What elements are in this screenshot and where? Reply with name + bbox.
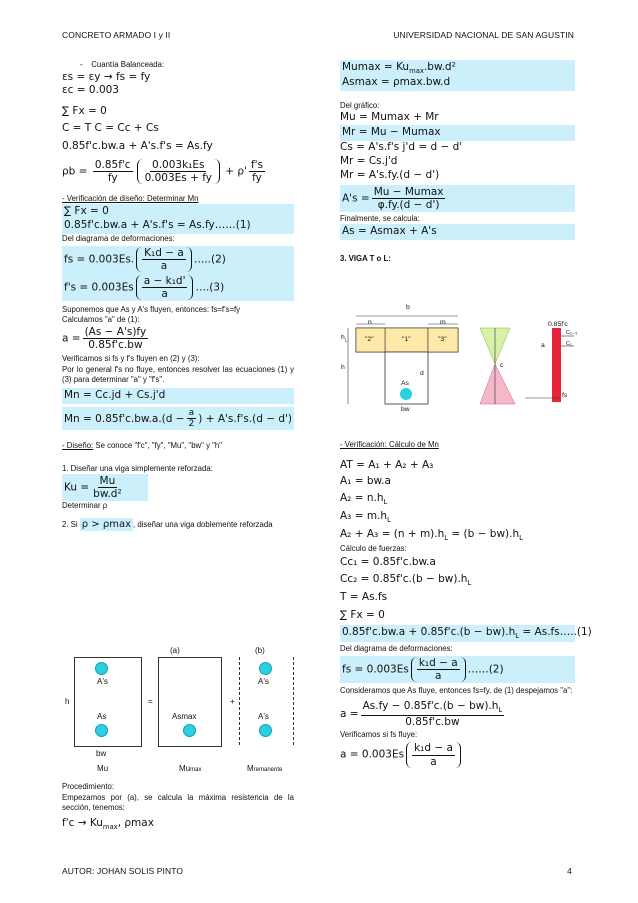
- determinar-text: Determinar ρ: [62, 501, 108, 511]
- lbl-fc: 0.85f'c: [548, 321, 568, 328]
- fs2-tag: ……(2): [467, 663, 504, 676]
- a2-num-sub: L: [498, 706, 503, 715]
- mn-block: [62, 388, 294, 404]
- a2-main: A₂ = n.h: [340, 492, 384, 505]
- v-eq-equilibrium: 0.85f'c.bw.a + A's.f's = As.fy……(1): [64, 219, 251, 232]
- a-num: (As − A's)fy: [84, 325, 147, 338]
- a-frac: [83, 326, 149, 351]
- label-mrem-sub: remanente: [253, 767, 283, 773]
- fs-num: K₁d − a: [144, 246, 184, 259]
- fs3-lhs: a = 0.003Es: [340, 749, 405, 762]
- eq-c-t: C = T C = Cc + Cs: [62, 122, 159, 135]
- sum-b: = As.fs…..(1): [519, 625, 592, 638]
- fs3-paren: [406, 742, 461, 767]
- eq-mn2: [64, 408, 292, 430]
- ku-lhs: Ku =: [64, 481, 90, 494]
- lbl-fs: fs: [562, 392, 568, 399]
- header-right: UNIVERSIDAD NACIONAL DE SAN AGUSTIN: [393, 30, 574, 40]
- eq-sum: [342, 625, 592, 641]
- rhob-f3-num: f's: [250, 158, 264, 171]
- aps3-bar-icon: [259, 724, 272, 737]
- footer-author: AUTOR: JOHAN SOLIS PINTO: [62, 866, 184, 876]
- lbl-d: d: [420, 370, 424, 377]
- cc2-main: Cc₂ = 0.85f'c.(b − bw).h: [340, 572, 468, 585]
- fs2-paren: [411, 657, 466, 682]
- diag-def2-label: Del diagrama de deformaciones:: [340, 643, 453, 653]
- rhob-paren: [137, 159, 220, 184]
- rhob-f2-num: 0.003k₁Es: [152, 158, 205, 171]
- label-mumax-main: Mu: [179, 764, 191, 773]
- a2-den: 0.85f'c.bw: [405, 715, 460, 728]
- step2-condition: ρ > ρmax: [81, 518, 131, 530]
- mn2-frac-num: a: [188, 407, 195, 418]
- fs-den: a: [160, 259, 168, 272]
- label-mumax-sub: max: [190, 767, 202, 773]
- eq-a23: [340, 528, 575, 543]
- por-lo-general-text: Por lo general f's no fluye, entonces resolver las ecuaciones (1) y (3) para determinar "a" y "f's".: [62, 364, 294, 385]
- verificacion-title: - Verificación de diseño: Determinar Mn: [62, 193, 199, 203]
- fs2-lhs: fs = 0.003Es: [342, 663, 409, 676]
- fs3-frac: [412, 742, 455, 767]
- fs-lhs: fs = 0.003Es.: [64, 253, 135, 266]
- fc-eq-sub: max: [102, 822, 118, 831]
- eq-t: T = As.fs: [340, 590, 388, 603]
- a2-sub: L: [383, 498, 388, 507]
- eq-as: As = Asmax + A's: [342, 225, 437, 238]
- label-mumax: [179, 764, 201, 773]
- cuantia-line: [80, 60, 294, 71]
- lbl-b: b: [406, 304, 410, 311]
- lbl-z2: "2": [365, 336, 374, 343]
- eq-ku: [64, 475, 146, 500]
- bottom-bar-icon: [95, 724, 108, 737]
- a2-num-main: As.fy − 0.85f'c.(b − bw).h: [362, 699, 499, 712]
- rhob-f3-den: fy: [252, 171, 262, 184]
- aps-frac: [372, 186, 446, 211]
- fs2-den: a: [435, 670, 442, 683]
- eq-sum-fx: ∑ Fx = 0: [62, 105, 107, 118]
- diag-h: h: [65, 697, 70, 706]
- diag-bw: bw: [96, 749, 107, 758]
- doubly-reinforced-diagram: [62, 646, 294, 758]
- mn2-frac-den: 2: [188, 418, 195, 429]
- as-block: [340, 224, 575, 240]
- eq-fs2: [342, 657, 573, 682]
- mumax-b: .bw.d²: [423, 61, 456, 73]
- aps-den: φ.fy.(d − d'): [377, 198, 440, 211]
- aps-num: Mu − Mumax: [373, 185, 444, 198]
- diag-label-a: (a): [170, 646, 180, 655]
- t-beam-labels: [340, 304, 580, 418]
- eq-mumax: [342, 61, 573, 76]
- ku-den: bw.d²: [93, 488, 122, 501]
- t-beam-verification: [340, 440, 592, 768]
- a23-sub2: L: [519, 534, 523, 543]
- sum-a: 0.85f'c.bw.a + 0.85f'c.(b − bw).h: [342, 625, 516, 638]
- label-mrem-main: M: [247, 764, 254, 773]
- finalmente-label: Finalmente, se calcula:: [340, 213, 420, 223]
- lbl-hl: [341, 334, 347, 342]
- sum-sub: L: [515, 631, 520, 640]
- label-mrem: [247, 764, 282, 773]
- eq-equilibrium: 0.85f'c.bw.a + A's.f's = As.fy: [62, 139, 213, 152]
- fps-paren: [136, 275, 194, 300]
- lbl-c1: C₁: [566, 341, 572, 347]
- eq-a3: [340, 510, 575, 525]
- asmax-bar-icon: [183, 724, 196, 737]
- rhob-f1-num: 0.85f'c: [94, 158, 131, 171]
- diag-eq: =: [148, 697, 153, 706]
- fs-block: [62, 246, 294, 301]
- aps-lhs: A's =: [342, 192, 370, 205]
- bullet: -: [80, 60, 83, 69]
- viga-t-title: 3. VIGA T o L:: [340, 254, 391, 264]
- lbl-h: h: [341, 364, 345, 371]
- suponemos-text: Suponemos que As y A's fluyen, entonces: fs=f's=fy: [62, 304, 241, 314]
- step2-line: [62, 518, 294, 531]
- eq-cc1: Cc₁ = 0.85f'c.bw.a: [340, 556, 436, 569]
- eq-a: [62, 326, 294, 351]
- a23-sub1: L: [444, 534, 449, 543]
- eq-mn1: Mn = Cc.jd + Cs.j'd: [64, 388, 166, 401]
- eq-cc2: [340, 573, 575, 588]
- step2-a: 2. Si: [62, 519, 78, 529]
- lbl-a: a: [541, 342, 545, 349]
- rhob-plus: + ρ': [225, 165, 247, 178]
- eq-fs: [64, 247, 292, 272]
- eq-asmax: Asmax = ρmax.bw.d: [342, 76, 451, 89]
- lbl-as: As: [401, 380, 409, 387]
- eq-balanced-2: εc = 0.003: [62, 84, 119, 97]
- eq-a1: A₁ = bw.a: [340, 475, 391, 488]
- ku-frac: [91, 475, 124, 500]
- calc-fuerzas-label: Cálculo de fuerzas:: [340, 543, 407, 553]
- step2-b: , diseñar una viga doblemente reforzada: [133, 519, 273, 529]
- eq-g3: Cs = A's.f's j'd = d − d': [340, 141, 463, 154]
- procedimiento-label: Procedimiento:: [62, 782, 115, 791]
- rhob-frac1: [93, 159, 133, 184]
- lbl-z1: "1": [402, 336, 411, 343]
- rhob-frac2: [143, 159, 214, 184]
- lbl-n: n: [368, 319, 372, 326]
- diag-label-b: (b): [255, 646, 265, 655]
- eq-fs3: [340, 742, 575, 767]
- verif-block: [62, 204, 294, 234]
- eq-at: AT = A₁ + A₂ + A₃: [340, 458, 434, 471]
- diag-plus: +: [230, 697, 235, 706]
- fs-frac: [142, 247, 186, 272]
- fs2-block: [340, 656, 575, 683]
- lbl-m: m: [440, 319, 446, 326]
- ku-block: [62, 474, 148, 501]
- diag-aps3: A's: [258, 712, 269, 721]
- eq-fc-kumax: [62, 817, 294, 832]
- diseno-line: [62, 441, 294, 452]
- mumax-sub: max: [409, 67, 424, 76]
- header-left: CONCRETO ARMADO I y II: [62, 30, 171, 40]
- procedimiento-text: Empezamos por (a), se calcula la máxima resistencia de la sección, tenemos:: [62, 792, 294, 813]
- verif2-title: - Verificación: Cálculo de Mn: [340, 440, 439, 449]
- diag-aps2: A's: [258, 677, 269, 686]
- mn2-b: ) + A's.f's.(d − d'): [198, 412, 293, 425]
- rhob-lhs: ρb =: [62, 165, 88, 178]
- fs3-den: a: [430, 755, 437, 768]
- a23-a: A₂ + A₃ = (n + m).h: [340, 528, 445, 541]
- fps-tag: ….(3): [195, 281, 225, 294]
- fs-tag: …..(2): [193, 253, 226, 266]
- eq-rho-b: [62, 159, 294, 184]
- eq-fx2: ∑ Fx = 0: [340, 608, 385, 621]
- eq-g2: Mr = Mu − Mumax: [342, 126, 441, 139]
- lbl-hl-main: h: [341, 334, 345, 341]
- page-number: 4: [567, 866, 572, 876]
- v-eq-sum: ∑ Fx = 0: [64, 205, 109, 218]
- a2-lhs: a =: [340, 707, 359, 720]
- sum-block: [340, 625, 592, 642]
- g2-block: [340, 125, 575, 141]
- lbl-c: c: [500, 362, 504, 369]
- fps-frac: [142, 275, 188, 300]
- a-lhs: a =: [62, 332, 81, 345]
- eq-balanced-1: εs = εy → fs = fy: [62, 70, 151, 83]
- mn2-a: Mn = 0.85f'c.bw.a.(d −: [64, 412, 185, 425]
- grafico-label: Del gráfico:: [340, 100, 380, 110]
- a3-main: A₃ = m.h: [340, 510, 388, 523]
- a3-sub: L: [387, 516, 391, 525]
- step1-text: 1. Diseñar una viga simplemente reforzada:: [62, 463, 213, 473]
- fc-eq-a: f'c → Ku: [62, 816, 103, 829]
- lbl-z3: "3": [438, 336, 447, 343]
- mumax-block: [340, 60, 575, 91]
- label-mu: Mu: [97, 764, 109, 773]
- fps-den: a: [161, 287, 168, 300]
- lbl-bw: bw: [401, 406, 410, 413]
- cuantia-label: Cuantía Balanceada:: [91, 60, 165, 69]
- fs2-num: k₁d − a: [418, 657, 458, 670]
- mn2-frac: [187, 408, 197, 430]
- fs-paren: [136, 247, 192, 272]
- eq-fps: [64, 275, 292, 300]
- eq-g4: Mr = Cs.j'd: [340, 155, 398, 168]
- aps2-bar-icon: [259, 662, 272, 675]
- section-mu-box: [74, 657, 142, 747]
- eq-aps: [342, 186, 573, 211]
- fc-eq-b: , ρmax: [117, 816, 154, 829]
- verif-fluye-label: Verificamos si fs fluye:: [340, 729, 418, 739]
- diseno-label: - Diseño:: [62, 441, 94, 451]
- mn2-block: [62, 407, 294, 431]
- eq-g5: Mr = A's.fy.(d − d'): [340, 168, 440, 181]
- diag-asmax: Asmax: [172, 712, 197, 721]
- right-column: [340, 60, 575, 265]
- aps-block: [340, 185, 575, 212]
- fps-lhs: f's = 0.003Es: [64, 281, 134, 294]
- eq-a2: [340, 492, 575, 507]
- eq-a-tbeam: [340, 700, 575, 728]
- fs2-frac: [417, 657, 460, 682]
- a2-frac: [361, 700, 505, 728]
- diag-aps1: A's: [97, 677, 108, 686]
- rhob-f1-den: fy: [107, 171, 118, 184]
- eq-g1: Mu = Mumax + Mr: [340, 111, 439, 124]
- left-column: [62, 60, 294, 531]
- diag-as1: As: [97, 712, 107, 721]
- lbl-c23: C₂₋₃: [566, 330, 578, 336]
- mumax-a: Mumax = Ku: [342, 61, 410, 73]
- consideramos-text: Consideramos que As fluye, entonces fs=fy, de (1) despejamos "a":: [340, 686, 573, 696]
- fps-num: a − k₁d': [143, 274, 186, 287]
- cc2-sub: L: [467, 578, 472, 587]
- diag-def-label: Del diagrama de deformaciones:: [62, 234, 175, 244]
- a2-num: [361, 700, 505, 716]
- fs3-num: k₁d − a: [414, 742, 453, 755]
- a-den: 0.85f'c.bw: [88, 339, 143, 352]
- a23-b: = (b − bw).h: [448, 528, 520, 541]
- top-bar-icon: [95, 662, 108, 675]
- procedure-block: [62, 782, 294, 832]
- rhob-f2-den: 0.003Es + fy: [144, 171, 212, 184]
- calculamos-text: Calculamos "a" de (1):: [62, 315, 140, 325]
- verificamos-text: Verificamos si fs y f's fluyen en (2) y (3):: [62, 354, 200, 364]
- lbl-hl-sub: L: [344, 337, 348, 343]
- ku-num: Mu: [99, 475, 116, 488]
- rhob-frac3: [249, 159, 265, 184]
- diseno-text: Se conoce "f'c", "fy", "Mu", "bw" y "h": [93, 441, 223, 451]
